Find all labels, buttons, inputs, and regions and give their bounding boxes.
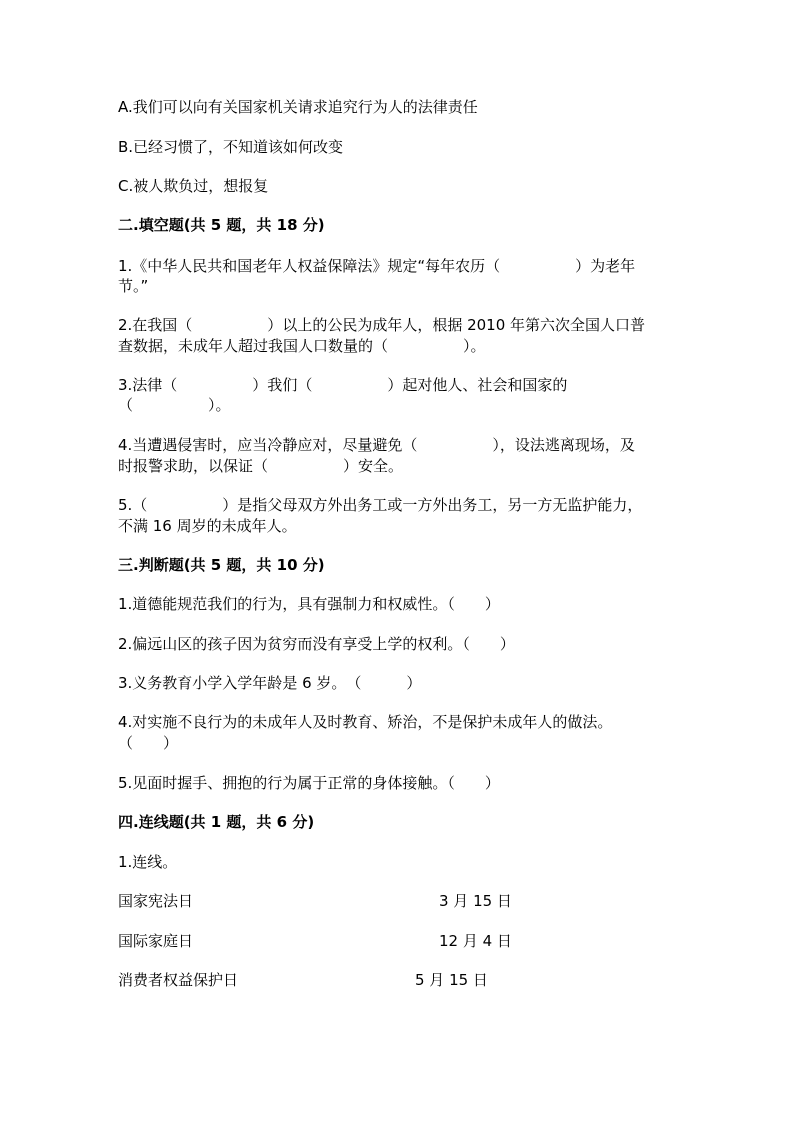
match-left-1: 国家宪法日 xyxy=(118,892,194,910)
question-line: （ ） xyxy=(118,734,179,752)
match-right-3: 5 月 15 日 xyxy=(415,971,488,989)
question-line: 时报警求助，以保证（ ）安全。 xyxy=(118,457,404,475)
matching-question: 1.连线。 xyxy=(118,853,178,871)
option-b: B.已经习惯了，不知道该如何改变 xyxy=(118,138,344,156)
section-title-matching: 四.连线题(共 1 题，共 6 分) xyxy=(118,813,315,831)
option-c: C.被人欺负过，想报复 xyxy=(118,177,269,195)
question-line: 查数据，未成年人超过我国人口数量的（ ）。 xyxy=(118,337,486,355)
option-a: A.我们可以向有关国家机关请求追究行为人的法律责任 xyxy=(118,98,478,116)
judge-question-5: 5.见面时握手、拥抱的行为属于正常的身体接触。（ ） xyxy=(118,774,500,792)
judge-question-1: 1.道德能规范我们的行为，具有强制力和权威性。（ ） xyxy=(118,595,500,613)
match-right-1: 3 月 15 日 xyxy=(439,892,512,910)
section-title-fill-blank: 二.填空题(共 5 题，共 18 分) xyxy=(118,216,325,234)
question-line: 2.在我国（ ）以上的公民为成年人，根据 2010 年第六次全国人口普 xyxy=(118,316,646,334)
judge-question-2: 2.偏远山区的孩子因为贫穷而没有享受上学的权利。（ ） xyxy=(118,635,515,653)
question-line: 4.当遭遇侵害时，应当冷静应对，尽量避免（ ），设法逃离现场，及 xyxy=(118,436,635,454)
match-left-3: 消费者权益保护日 xyxy=(118,971,239,989)
question-line: （ ）。 xyxy=(118,396,231,414)
question-line: 节。” xyxy=(118,277,149,295)
match-right-2: 12 月 4 日 xyxy=(439,932,512,950)
question-line: 不满 16 周岁的未成年人。 xyxy=(118,517,297,535)
section-title-true-false: 三.判断题(共 5 题，共 10 分) xyxy=(118,556,325,574)
question-line: 4.对实施不良行为的未成年人及时教育、矫治，不是保护未成年人的做法。 xyxy=(118,713,613,731)
question-line: 3.法律（ ）我们（ ）起对他人、社会和国家的 xyxy=(118,376,568,394)
judge-question-3: 3.义务教育小学入学年龄是 6 岁。 （ ） xyxy=(118,674,422,692)
question-line: 5.（ ）是指父母双方外出务工或一方外出务工，另一方无监护能力， xyxy=(118,496,643,514)
match-left-2: 国际家庭日 xyxy=(118,932,194,950)
question-line: 1.《中华人民共和国老年人权益保障法》规定“每年农历（ ）为老年 xyxy=(118,257,636,275)
